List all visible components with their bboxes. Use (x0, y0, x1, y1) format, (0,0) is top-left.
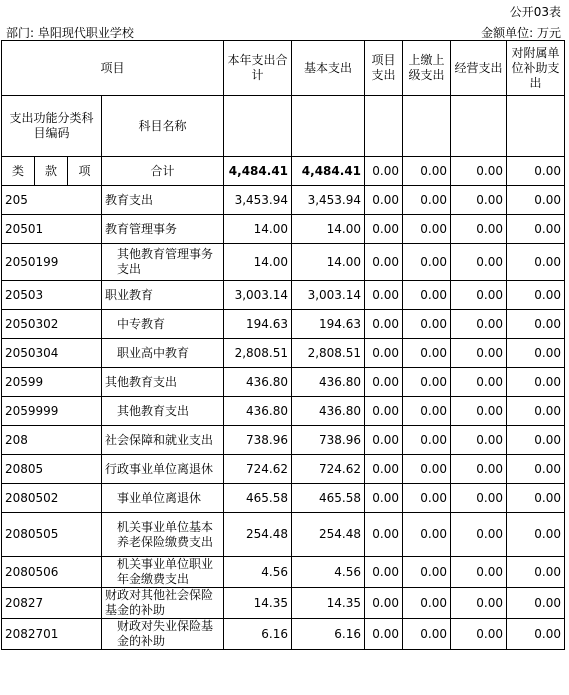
header-xiang: 项 (68, 157, 102, 186)
operate-cell: 0.00 (451, 397, 507, 426)
basic-cell: 3,453.94 (292, 186, 365, 215)
project-cell: 0.00 (365, 557, 403, 588)
total-cell: 14.35 (224, 588, 292, 619)
upper-cell: 0.00 (403, 557, 451, 588)
subsidy-cell: 0.00 (507, 513, 565, 557)
name-cell: 职业高中教育 (102, 339, 224, 368)
upper-cell: 0.00 (403, 186, 451, 215)
name-cell: 其他教育支出 (102, 368, 224, 397)
upper-cell: 0.00 (403, 513, 451, 557)
sum-operate: 0.00 (451, 157, 507, 186)
upper-cell: 0.00 (403, 368, 451, 397)
project-cell: 0.00 (365, 281, 403, 310)
header-total: 本年支出合计 (224, 41, 292, 96)
basic-cell: 738.96 (292, 426, 365, 455)
subsidy-cell: 0.00 (507, 215, 565, 244)
project-cell: 0.00 (365, 310, 403, 339)
basic-cell: 14.00 (292, 244, 365, 281)
table-row (2, 513, 565, 557)
upper-cell: 0.00 (403, 281, 451, 310)
total-cell: 436.80 (224, 368, 292, 397)
operate-cell: 0.00 (451, 619, 507, 650)
project-cell: 0.00 (365, 397, 403, 426)
upper-cell: 0.00 (403, 588, 451, 619)
table-row (2, 619, 565, 650)
name-cell: 事业单位离退休 (102, 484, 224, 513)
project-cell: 0.00 (365, 588, 403, 619)
name-cell: 财政对其他社会保险基金的补助 (102, 588, 224, 619)
subsidy-cell: 0.00 (507, 484, 565, 513)
total-cell: 738.96 (224, 426, 292, 455)
upper-cell: 0.00 (403, 455, 451, 484)
operate-cell: 0.00 (451, 455, 507, 484)
upper-cell: 0.00 (403, 244, 451, 281)
code-cell: 2050304 (2, 339, 102, 368)
table-row (2, 588, 565, 619)
name-cell: 教育支出 (102, 186, 224, 215)
subsidy-cell: 0.00 (507, 186, 565, 215)
code-cell: 20599 (2, 368, 102, 397)
upper-cell: 0.00 (403, 619, 451, 650)
upper-cell: 0.00 (403, 397, 451, 426)
unit-label: 金额单位: 万元 (481, 26, 561, 40)
code-cell: 2050199 (2, 244, 102, 281)
code-cell: 2080506 (2, 557, 102, 588)
table-row (2, 281, 565, 310)
upper-cell: 0.00 (403, 310, 451, 339)
header-project: 项目支出 (365, 41, 403, 96)
total-cell: 3,003.14 (224, 281, 292, 310)
operate-cell: 0.00 (451, 281, 507, 310)
project-cell: 0.00 (365, 368, 403, 397)
table-row (2, 484, 565, 513)
code-cell: 2080502 (2, 484, 102, 513)
subsidy-cell: 0.00 (507, 281, 565, 310)
basic-cell: 3,003.14 (292, 281, 365, 310)
name-cell: 中专教育 (102, 310, 224, 339)
sum-total: 4,484.41 (224, 157, 292, 186)
header-func-code: 支出功能分类科目编码 (2, 96, 102, 157)
header-upper: 上缴上级支出 (403, 41, 451, 96)
project-cell: 0.00 (365, 455, 403, 484)
table-row (2, 426, 565, 455)
basic-cell: 4.56 (292, 557, 365, 588)
operate-cell: 0.00 (451, 339, 507, 368)
table-row (2, 186, 565, 215)
upper-cell: 0.00 (403, 484, 451, 513)
name-cell: 财政对失业保险基金的补助 (102, 619, 224, 650)
subsidy-cell: 0.00 (507, 310, 565, 339)
table-row (2, 397, 565, 426)
total-cell: 6.16 (224, 619, 292, 650)
table-row (2, 244, 565, 281)
project-cell: 0.00 (365, 339, 403, 368)
subsidy-cell: 0.00 (507, 588, 565, 619)
subsidy-cell: 0.00 (507, 619, 565, 650)
subsidy-cell: 0.00 (507, 557, 565, 588)
header-kuan: 款 (35, 157, 68, 186)
operate-cell: 0.00 (451, 368, 507, 397)
name-cell: 社会保障和就业支出 (102, 426, 224, 455)
total-cell: 2,808.51 (224, 339, 292, 368)
project-cell: 0.00 (365, 186, 403, 215)
header-basic: 基本支出 (292, 41, 365, 96)
project-cell: 0.00 (365, 426, 403, 455)
basic-cell: 14.35 (292, 588, 365, 619)
operate-cell: 0.00 (451, 186, 507, 215)
code-cell: 2082701 (2, 619, 102, 650)
operate-cell: 0.00 (451, 513, 507, 557)
basic-cell: 436.80 (292, 397, 365, 426)
operate-cell: 0.00 (451, 588, 507, 619)
project-cell: 0.00 (365, 513, 403, 557)
operate-cell: 0.00 (451, 310, 507, 339)
subsidy-cell: 0.00 (507, 455, 565, 484)
table-row (2, 557, 565, 588)
table-code: 公开03表 (509, 5, 561, 19)
operate-cell: 0.00 (451, 215, 507, 244)
sum-basic: 4,484.41 (292, 157, 365, 186)
code-cell: 2050302 (2, 310, 102, 339)
sum-subsidy: 0.00 (507, 157, 565, 186)
name-cell: 行政事业单位离退休 (102, 455, 224, 484)
name-cell: 其他教育管理事务支出 (102, 244, 224, 281)
upper-cell: 0.00 (403, 426, 451, 455)
header-operate: 经营支出 (451, 41, 507, 96)
total-cell: 194.63 (224, 310, 292, 339)
total-cell: 14.00 (224, 244, 292, 281)
total-cell: 254.48 (224, 513, 292, 557)
upper-cell: 0.00 (403, 215, 451, 244)
total-cell: 4.56 (224, 557, 292, 588)
subsidy-cell: 0.00 (507, 397, 565, 426)
table-row (2, 455, 565, 484)
project-cell: 0.00 (365, 619, 403, 650)
name-cell: 教育管理事务 (102, 215, 224, 244)
total-cell: 436.80 (224, 397, 292, 426)
subsidy-cell: 0.00 (507, 426, 565, 455)
subsidy-cell: 0.00 (507, 244, 565, 281)
basic-cell: 724.62 (292, 455, 365, 484)
code-cell: 208 (2, 426, 102, 455)
name-cell: 机关事业单位基本养老保险缴费支出 (102, 513, 224, 557)
total-cell: 3,453.94 (224, 186, 292, 215)
table-row (2, 215, 565, 244)
expenditure-table (1, 40, 565, 650)
operate-cell: 0.00 (451, 557, 507, 588)
operate-cell: 0.00 (451, 484, 507, 513)
basic-cell: 14.00 (292, 215, 365, 244)
table-row (2, 310, 565, 339)
name-cell: 职业教育 (102, 281, 224, 310)
total-cell: 465.58 (224, 484, 292, 513)
basic-cell: 465.58 (292, 484, 365, 513)
sum-project: 0.00 (365, 157, 403, 186)
table-row (2, 368, 565, 397)
name-cell: 其他教育支出 (102, 397, 224, 426)
basic-cell: 254.48 (292, 513, 365, 557)
header-lei: 类 (2, 157, 35, 186)
total-cell: 14.00 (224, 215, 292, 244)
subsidy-cell: 0.00 (507, 368, 565, 397)
code-cell: 2059999 (2, 397, 102, 426)
project-cell: 0.00 (365, 244, 403, 281)
code-cell: 20827 (2, 588, 102, 619)
basic-cell: 6.16 (292, 619, 365, 650)
header-subject-name: 科目名称 (102, 96, 224, 157)
header-item: 项目 (2, 41, 224, 96)
basic-cell: 194.63 (292, 310, 365, 339)
code-cell: 2080505 (2, 513, 102, 557)
sum-label: 合计 (102, 157, 224, 186)
code-cell: 20501 (2, 215, 102, 244)
code-cell: 20503 (2, 281, 102, 310)
upper-cell: 0.00 (403, 339, 451, 368)
project-cell: 0.00 (365, 484, 403, 513)
basic-cell: 2,808.51 (292, 339, 365, 368)
operate-cell: 0.00 (451, 426, 507, 455)
project-cell: 0.00 (365, 215, 403, 244)
total-cell: 724.62 (224, 455, 292, 484)
department-label: 部门: 阜阳现代职业学校 (6, 26, 134, 40)
code-cell: 205 (2, 186, 102, 215)
sum-upper: 0.00 (403, 157, 451, 186)
code-cell: 20805 (2, 455, 102, 484)
header-subsidy: 对附属单位补助支出 (507, 41, 565, 96)
basic-cell: 436.80 (292, 368, 365, 397)
table-row (2, 339, 565, 368)
operate-cell: 0.00 (451, 244, 507, 281)
name-cell: 机关事业单位职业年金缴费支出 (102, 557, 224, 588)
subsidy-cell: 0.00 (507, 339, 565, 368)
